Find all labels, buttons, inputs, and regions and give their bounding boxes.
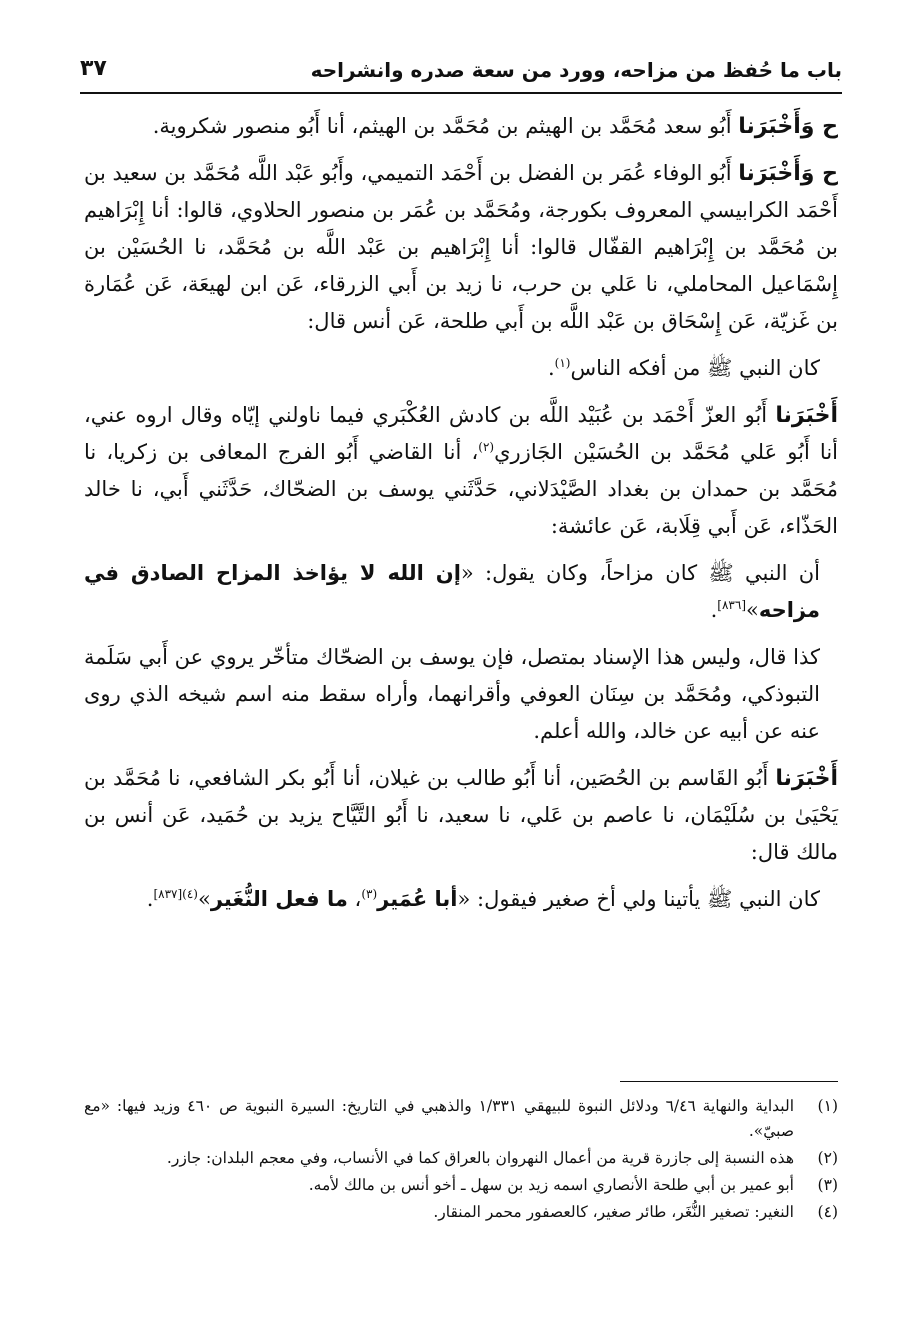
isnad-keyword: ح وَأَخْبَرَنا [738, 161, 838, 186]
paragraph-2 [84, 155, 838, 340]
footnote-text: النغير: تصغير النُّغَر، طائر صغير، كالعصفور محمر المنقار. [433, 1203, 794, 1221]
paragraph-text: أَبُو العزّ أَحْمَد بن عُبَيْد اللَّه بن كادش العُكْبَري فيما ناولني إيّاه وقال اروه عني، أنا أَبُو عَلي مُحَمَّد بن الحُسَيْن الجَازري [84, 403, 838, 464]
paragraph-3 [84, 397, 838, 545]
separator: ، [347, 887, 362, 911]
header-rule [80, 92, 842, 94]
footnote-number: (٣) [817, 1176, 838, 1194]
footnote-text: هذه النسبة إلى جازرة قرية من أعمال النهروان بالعراق كما في الأنساب، وفي معجم البلدان: جازر. [166, 1149, 794, 1167]
hadith-text-1 [84, 350, 838, 387]
isnad-keyword: ح وَأَخْبَرَنا [738, 114, 838, 139]
page-header [80, 52, 842, 94]
footnote-3 [84, 1173, 838, 1198]
paragraph-text: أَبُو سعد مُحَمَّد بن الهيثم بن مُحَمَّد بن الهيثم، أنا أَبُو منصور شكروية. [152, 114, 739, 138]
paragraph-5 [84, 760, 838, 871]
reference-number: [٨٣٧] [153, 887, 183, 901]
hadith-text-3 [84, 881, 838, 918]
matn-end: . [710, 598, 718, 622]
hadith-quote-2: ما فعل النُّغَير [210, 887, 348, 911]
matn-text: كان النبي ﷺ يأتينا ولي أخ صغير فيقول: « [457, 887, 820, 911]
footnote-rule [620, 1081, 838, 1082]
paragraph-1 [84, 108, 838, 145]
footnote-text: البداية والنهاية ٦/٤٦ ودلائل النبوة للبيهقي ١/٣٣١ والذهبي في التاريخ: السيرة النبوية ص ٤٦٠ وزيد فيها: «مع صبيّ». [84, 1097, 794, 1140]
footnote-1 [84, 1094, 838, 1144]
matn-text: كان النبي ﷺ من أفكه الناس [570, 356, 820, 380]
hadith-quote-1: أبا عُمَير [377, 887, 458, 911]
paragraph-text: كذا قال، وليس هذا الإسناد بمتصل، فإن يوسف بن الضحّاك متأخّر يروي عن أَبي سَلَمة التبوذكي، ومُحَمَّد بن سِنَان العوفي وأقرانهما، وأراه سقط منه اسم شيخه الذي روى عنه عن أبيه عن خالد، والله أعلم. [84, 645, 820, 743]
footnote-4 [84, 1200, 838, 1225]
paragraph-text: أَبُو القَاسم بن الحُصَين، أنا أَبُو طالب بن غيلان، أنا أَبُو بكر الشافعي، نا مُحَمَّد بن يَحْيَىٰ بن سُلَيْمَان، نا عاصم بن عَلي، نا سعيد، نا أَبُو التَّيَّاح يزيد بن حُمَيد، عَن أنس بن مالك قال: [84, 766, 838, 864]
footnote-number: (٤) [817, 1203, 838, 1221]
footnote-2 [84, 1146, 838, 1171]
reference-number: [٨٣٦] [717, 598, 746, 612]
isnad-keyword: أَخْبَرَنا [775, 403, 838, 428]
quote-close: » [197, 887, 211, 911]
isnad-keyword: أَخْبَرَنا [775, 766, 838, 791]
matn-text: أن النبي ﷺ كان مزاحاً، وكان يقول: « [460, 561, 820, 585]
footnote-marker: (١) [554, 356, 571, 370]
hadith-text-2 [84, 555, 838, 629]
hadith-quote: إن الله لا يؤاخذ المزاح الصادق في مزاحه [84, 561, 820, 622]
footnote-marker: (٤) [182, 887, 198, 901]
footnotes [84, 1094, 838, 1227]
paragraph-text: أَبُو الوفاء عُمَر بن الفضل بن أَحْمَد التميمي، وأَبُو عَبْد اللَّه مُحَمَّد بن سعيد بن أَحْمَد الكرابيسي المعروف بكورجة، ومُحَمَّد بن عُمَر بن منصور الحلاوي، قالوا: أنا إِبْرَاهيم بن مُحَمَّد بن إِبْرَاهيم القفّال قالوا: أنا إِبْرَاهيم بن عَبْد اللَّه بن مُحَمَّد، نا الحُسَيْن بن إِسْمَاعيل المحاملي، نا عَلي بن حرب، نا زيد بن أَبي الزرقاء، عَن ابن لهيعَة، عَن عُمَارة بن غَزيّة، عَن إِسْحَاق بن عَبْد اللَّه بن أَبي طلحة، عَن أنس قال: [84, 161, 838, 333]
footnote-marker: (٢) [478, 440, 495, 454]
quote-close: » [746, 598, 759, 622]
footnote-number: (١) [817, 1097, 838, 1115]
paragraph-4 [84, 639, 838, 750]
footnote-marker: (٣) [361, 887, 378, 901]
running-title: باب ما حُفظ من مزاحه، وورد من سعة صدره وانشراحه [310, 58, 842, 82]
page-number: ٣٧ [80, 56, 107, 81]
footnote-number: (٢) [817, 1149, 838, 1167]
paragraph-text-continued: ، أنا القاضي أَبُو الفرج المعافى بن زكريا، نا مُحَمَّد بن حمدان بن بغداد الصَّيْدَلاني، حَدَّثَني يوسف بن الضحّاك، حَدَّثَني أَبي، نا خالد الحَذّاء، عَن أَبي قِلَابة، عَن عائشة: [84, 440, 838, 538]
footnote-text: أبو عمير بن أبي طلحة الأنصاري اسمه زيد بن سهل ـ أخو أنس بن مالك لأمه. [308, 1176, 794, 1194]
main-text [84, 108, 838, 928]
matn-end: . [146, 887, 154, 911]
matn-end: . [547, 356, 555, 380]
